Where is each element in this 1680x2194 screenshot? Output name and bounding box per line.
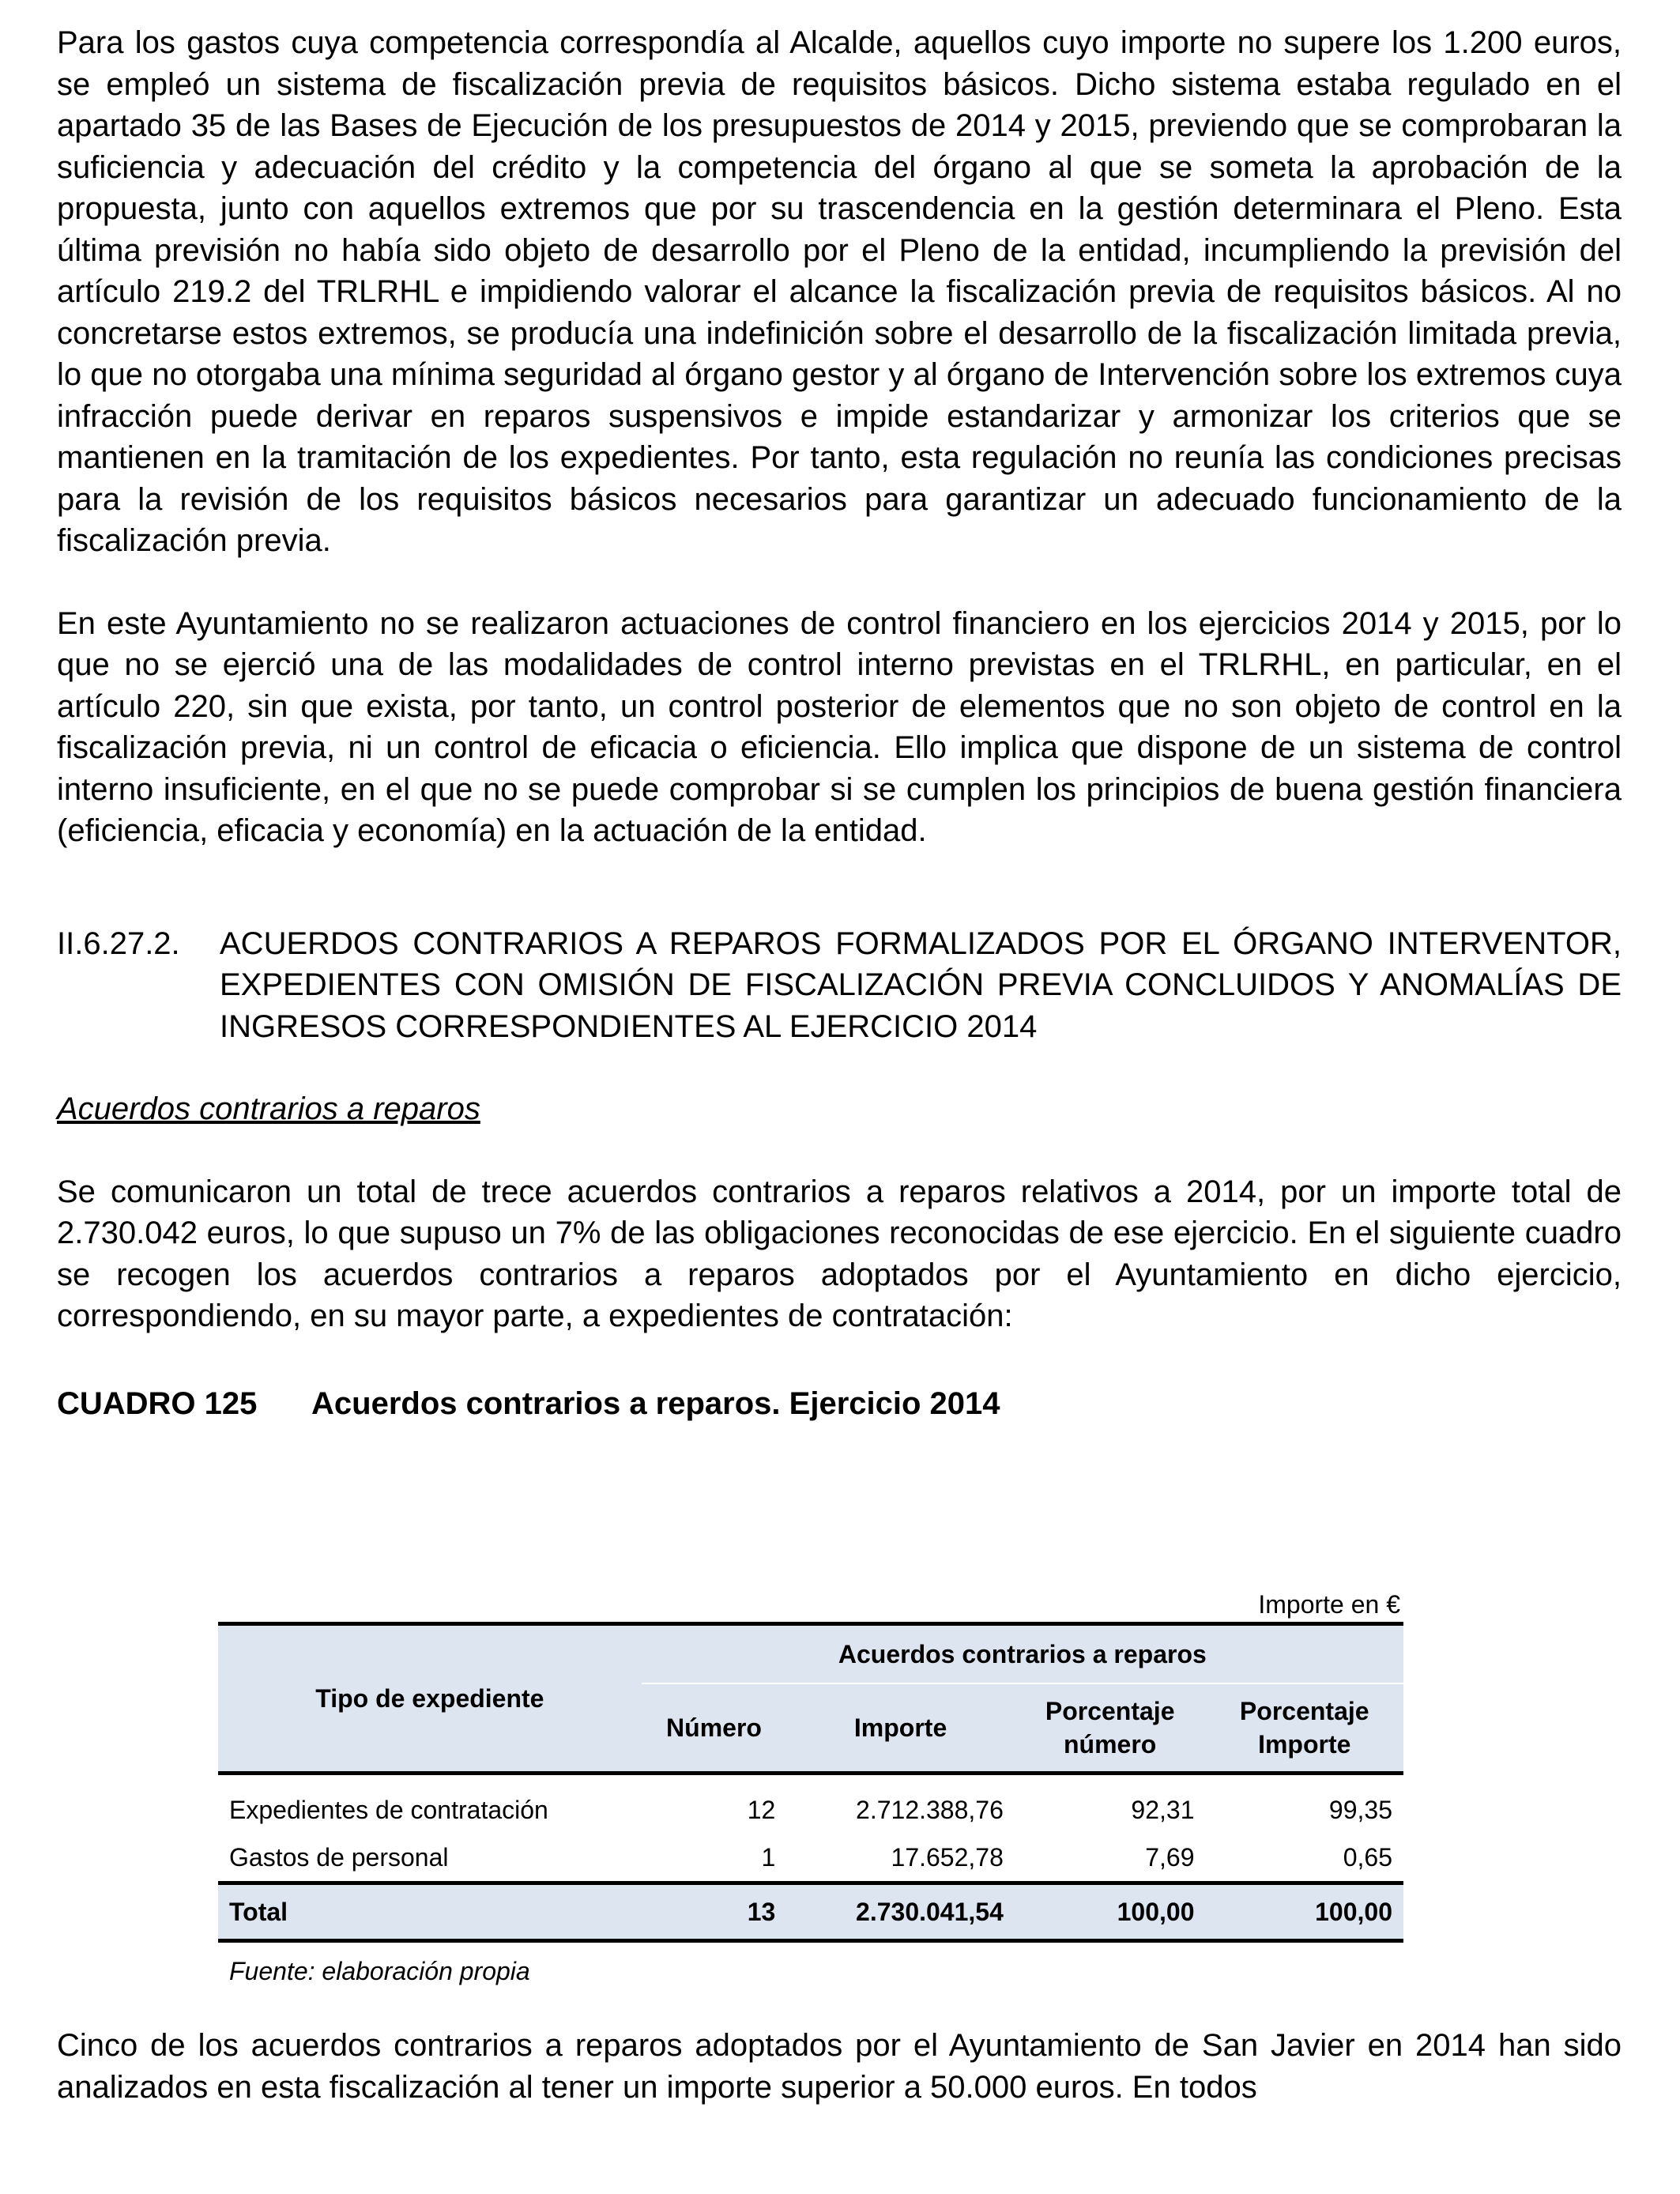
header-numero: Número: [642, 1683, 787, 1774]
table-caption: [57, 1383, 1622, 1425]
table-total-row: [218, 1883, 1403, 1941]
subheading: Acuerdos contrarios a reparos: [57, 1091, 480, 1126]
cell-total-importe: 2.730.041,54: [786, 1883, 1015, 1941]
header-pct-numero: Porcentaje número: [1015, 1683, 1206, 1774]
section-heading: [57, 923, 1622, 1048]
header-tipo: Tipo de expediente: [218, 1624, 642, 1774]
cell-total-numero: 13: [642, 1883, 787, 1941]
cell-total-pct-numero: 100,00: [1015, 1883, 1206, 1941]
table-container: [218, 1587, 1403, 1989]
cell-importe: 2.712.388,76: [856, 1795, 1004, 1824]
cell-tipo: Gastos de personal: [229, 1842, 449, 1872]
paragraph-acuerdos: Se comunicaron un total de trece acuerdos contrarios a reparos relativos a 2014, por un importe total de 2.730.042 euros, lo que supuso un 7% de las obligaciones reconocidas de ese ejercicio. En el siguiente cuadro se recogen los acuerdos contrarios a reparos adoptados por el Ayuntamiento en dicho ejercicio, correspondiendo, en su mayor parte, a expedientes de contratación:: [57, 1174, 1622, 1333]
cell-tipo: Expedientes de contratación: [229, 1795, 548, 1824]
cell-numero: 1: [761, 1842, 776, 1872]
document-page: [57, 22, 1622, 1424]
table-source: Fuente: elaboración propia: [229, 1957, 530, 1985]
cell-pct-numero: 92,31: [1131, 1795, 1195, 1824]
acuerdos-table: [218, 1622, 1403, 1943]
unit-note: Importe en €: [1258, 1590, 1400, 1619]
header-pct-importe: Porcentaje Importe: [1205, 1683, 1403, 1774]
cell-importe: 17.652,78: [891, 1842, 1004, 1872]
table-row: [218, 1834, 1403, 1883]
cell-pct-importe: 0,65: [1343, 1842, 1392, 1872]
cell-pct-numero: 7,69: [1145, 1842, 1195, 1872]
paragraph-control-financiero: En este Ayuntamiento no se realizaron actuaciones de control financiero en los ejercicios 2014 y 2015, por lo que no se ejerció una de las modalidades de control interno previstas en el TRLRHL, en particular, en el artículo 220, sin que exista, por tanto, un control posterior de elementos que no son objeto de control en la fiscalización previa, ni un control de eficacia o eficiencia. Ello implica que dispone de un sistema de control interno insuficiente, en el que no se puede comprobar si se cumplen los principios de buena gestión financiera (eficiencia, eficacia y economía) en la actuación de la entidad.: [57, 605, 1622, 848]
cell-numero: 12: [747, 1795, 776, 1824]
paragraph-cinco-acuerdos: Cinco de los acuerdos contrarios a reparos adoptados por el Ayuntamiento de San Javier en 2014 han sido analizados en esta fiscalización al tener un importe superior a 50.000 euros. En todos: [57, 2028, 1622, 2105]
section-number: II.6.27.2.: [57, 925, 180, 961]
table-caption-title: Acuerdos contrarios a reparos. Ejercicio 2014: [311, 1385, 1000, 1421]
cell-pct-importe: 99,35: [1328, 1795, 1392, 1824]
header-importe: Importe: [786, 1683, 1015, 1774]
cell-total-pct-importe: 100,00: [1205, 1883, 1403, 1941]
section-title: ACUERDOS CONTRARIOS A REPAROS FORMALIZADOS POR EL ÓRGANO INTERVENTOR, EXPEDIENTES CON OMISIÓN DE FISCALIZACIÓN PREVIA CONCLUIDOS Y ANOMALÍAS DE INGRESOS CORRESPONDIENTES AL EJERCICIO 2014: [220, 925, 1622, 1044]
cell-total-label: Total: [218, 1883, 642, 1941]
header-group: Acuerdos contrarios a reparos: [642, 1624, 1403, 1684]
table-row: [218, 1774, 1403, 1834]
paragraph-control-previo: Para los gastos cuya competencia correspondía al Alcalde, aquellos cuyo importe no supere los 1.200 euros, se empleó un sistema de fiscalización previa de requisitos básicos. Dicho sistema estaba regulado en el apartado 35 de las Bases de Ejecución de los presupuestos de 2014 y 2015, previendo que se comprobaran la suficiencia y adecuación del crédito y la competencia del órgano al que se someta la aprobación de la propuesta, junto con aquellos extremos que por su trascendencia en la gestión determinara el Pleno. Esta última previsión no había sido objeto de desarrollo por el Pleno de la entidad, incumpliendo la previsión del artículo 219.2 del TRLRHL e impidiendo valorar el alcance la fiscalización previa de requisitos básicos. Al no concretarse estos extremos, se producía una indefinición sobre el desarrollo de la fiscalización limitada previa, lo que no otorgaba una mínima seguridad al órgano gestor y al órgano de Intervención sobre los extremos cuya infracción puede derivar en reparos suspensivos e impide estandarizar y armonizar los criterios que se mantienen en la tramitación de los expedientes. Por tanto, esta regulación no reunía las condiciones precisas para la revisión de los requisitos básicos necesarios para garantizar un adecuado funcionamiento de la fiscalización previa.: [57, 25, 1622, 558]
table-caption-number: CUADRO 125: [57, 1385, 258, 1421]
